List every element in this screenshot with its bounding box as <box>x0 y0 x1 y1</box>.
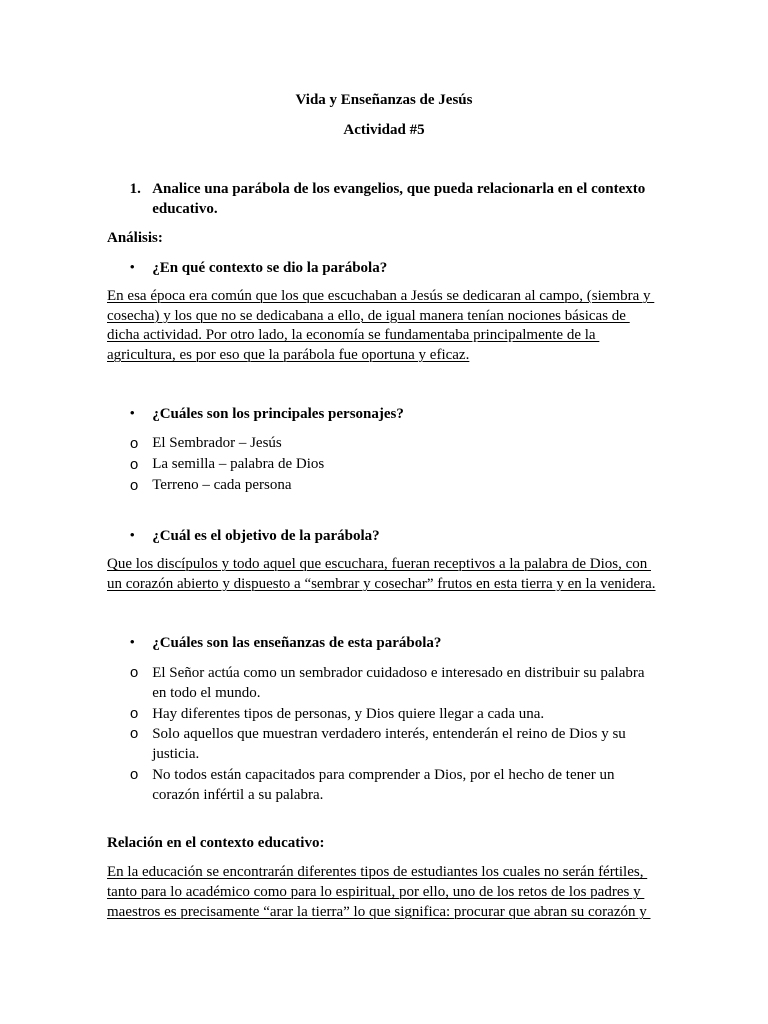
analysis-heading: Análisis: <box>107 230 163 246</box>
bullet-icon: • <box>129 635 135 651</box>
section-question: ¿Cuáles son los principales personajes? <box>152 406 404 422</box>
list-item <box>107 765 645 806</box>
document-title: Vida y Enseñanzas de Jesús <box>295 92 473 108</box>
list-item-text: justicia. <box>152 746 200 763</box>
numbered-question <box>107 179 645 219</box>
list-item-text: corazón infértil a su palabra. <box>152 786 324 803</box>
list-item-text: en todo el mundo. <box>152 685 261 702</box>
bullet-icon: • <box>129 406 135 422</box>
sub-bullet-icon: o <box>129 478 139 495</box>
relation-paragraph <box>107 862 651 922</box>
list-item-text: Terreno – cada persona <box>152 477 292 493</box>
section-question: ¿En qué contexto se dio la parábola? <box>152 260 388 276</box>
list-item-text: No todos están capacitados para comprender a Dios, por el hecho de tener un <box>152 766 615 783</box>
bullet-question <box>107 633 441 653</box>
sub-bullet-icon: o <box>129 665 139 682</box>
objective-answer-paragraph <box>107 554 656 594</box>
activity-title: Actividad #5 <box>343 122 425 138</box>
sub-bullet-icon: o <box>129 436 139 453</box>
teachings-list <box>107 663 645 805</box>
bullet-question <box>107 526 380 546</box>
characters-list <box>107 433 324 496</box>
relation-heading: Relación en el contexto educativo: <box>107 835 325 851</box>
sub-bullet-icon: o <box>129 705 139 723</box>
sub-bullet-icon: o <box>129 457 139 474</box>
list-item <box>107 724 645 765</box>
relation-line: tanto para lo académico como para lo espiritual, por ello, uno de los retos de los padres y <box>107 884 645 900</box>
bullet-icon: • <box>129 260 135 276</box>
section-question: ¿Cuáles son las enseñanzas de esta parábola? <box>152 635 442 651</box>
list-item <box>107 433 324 454</box>
answer-line: cosecha) y los que no se dedicabana a ello, de igual manera tenían nociones básicas de <box>107 307 630 324</box>
answer-line: Que los discípulos y todo aquel que escuchara, fueran receptivos a la palabra de Dios, con <box>107 556 651 572</box>
sub-bullet-icon: o <box>129 725 139 743</box>
list-number: 1. <box>129 181 141 197</box>
bullet-question <box>107 258 387 278</box>
list-item <box>107 704 645 724</box>
context-answer-paragraph <box>107 287 654 366</box>
question-text-line: educativo. <box>152 201 218 217</box>
section-question: ¿Cuál es el objetivo de la parábola? <box>152 528 380 544</box>
list-item <box>107 475 324 496</box>
answer-line: agricultura, es por eso que la parábola fue oportuna y eficaz. <box>107 347 470 364</box>
list-item-text: El Señor actúa como un sembrador cuidadoso e interesado en distribuir su palabra <box>152 665 645 681</box>
answer-line: un corazón abierto y dispuesto a “sembrar y cosechar” frutos en esta tierra y en la venidera. <box>107 576 656 592</box>
list-item <box>107 454 324 475</box>
list-item <box>107 663 645 704</box>
bullet-question <box>107 404 404 424</box>
list-item-text: La semilla – palabra de Dios <box>152 456 325 472</box>
list-item-text: Hay diferentes tipos de personas, y Dios quiere llegar a cada una. <box>152 705 545 722</box>
relation-line: maestros es precisamente “arar la tierra” lo que significa: procurar que abran su corazón y <box>107 904 651 920</box>
sub-bullet-icon: o <box>129 766 139 784</box>
answer-line: dicha actividad. Por otro lado, la economía se fundamentaba principalmente de la <box>107 327 600 344</box>
answer-line: En esa época era común que los que escuchaban a Jesús se dedicaran al campo, (siembra y <box>107 288 655 304</box>
question-text-line: Analice una parábola de los evangelios, que pueda relacionarla en el contexto <box>152 181 646 197</box>
relation-line: En la educación se encontrarán diferentes tipos de estudiantes los cuales no serán fértiles, <box>107 864 648 880</box>
list-item-text: Solo aquellos que muestran verdadero interés, entenderán el reino de Dios y su <box>152 725 626 742</box>
bullet-icon: • <box>129 528 135 544</box>
list-item-text: El Sembrador – Jesús <box>152 435 282 451</box>
